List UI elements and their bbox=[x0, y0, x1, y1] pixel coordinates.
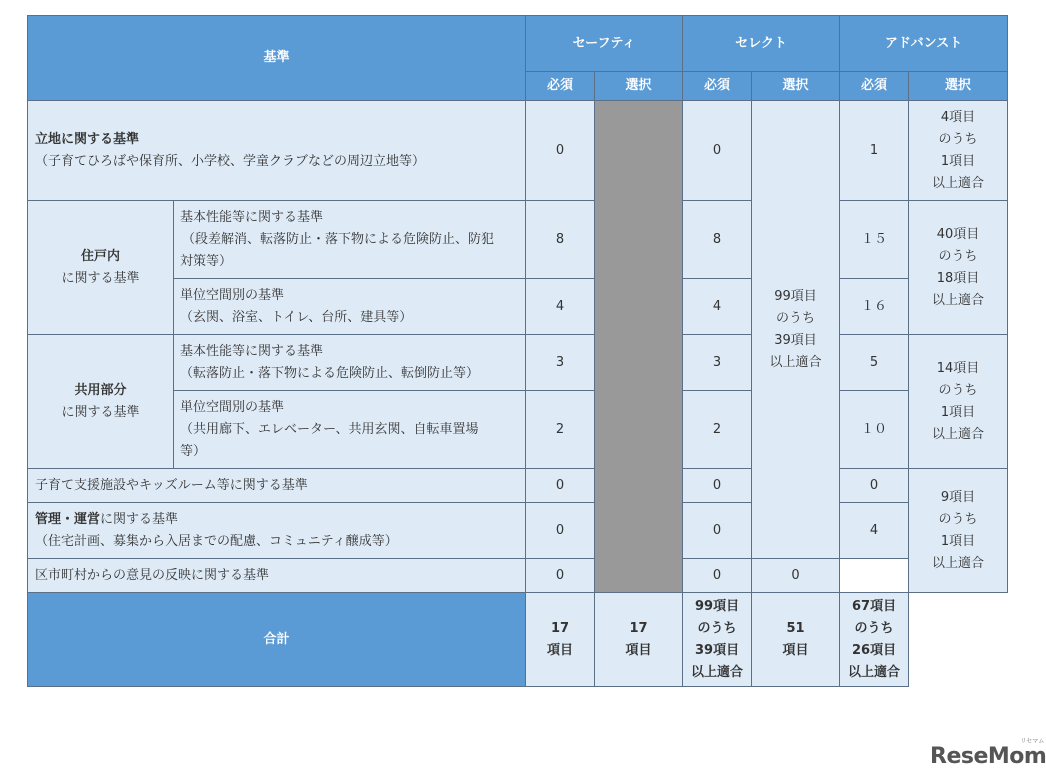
adv-opt-line: 以上適合 bbox=[932, 175, 985, 191]
municipality-advanced: 0 bbox=[752, 559, 840, 593]
management-advanced: 4 bbox=[840, 503, 909, 559]
municipality-safety: 0 bbox=[526, 559, 595, 593]
logo-text: ReseMom bbox=[930, 744, 1046, 769]
unit-space-cell bbox=[174, 279, 526, 335]
common-basic-title: 基本性能等に関する基準 bbox=[180, 343, 324, 359]
location-advanced-required: 1 bbox=[840, 101, 909, 201]
total-select-optional bbox=[683, 593, 752, 687]
unit-group-cell bbox=[28, 201, 174, 335]
unit-basic-safety: 8 bbox=[526, 201, 595, 279]
common-basic-select: 3 bbox=[683, 335, 752, 391]
total-line: 以上適合 bbox=[691, 664, 744, 680]
common-space-title: 単位空間別の基準 bbox=[180, 399, 285, 415]
adv-opt-line: 18項目 bbox=[936, 270, 980, 286]
common-space-cell bbox=[174, 391, 526, 469]
childcare-safety: 0 bbox=[526, 469, 595, 503]
header-select: セレクト bbox=[683, 16, 840, 72]
adv-opt-line: のうち bbox=[938, 131, 978, 147]
management-criteria-cell bbox=[28, 503, 526, 559]
location-title: 立地に関する基準 bbox=[35, 131, 140, 147]
adv-opt-line: のうち bbox=[938, 248, 978, 264]
location-advanced-optional bbox=[909, 101, 1008, 201]
management-title-rest: に関する基準 bbox=[100, 511, 179, 527]
total-line: のうち bbox=[697, 620, 737, 636]
adv-opt-line: 1項目 bbox=[940, 404, 976, 420]
adv-opt-line: 4項目 bbox=[940, 109, 976, 125]
total-line: 51 bbox=[786, 620, 805, 636]
total-label: 合計 bbox=[28, 593, 526, 687]
adv-opt-line: 1項目 bbox=[940, 153, 976, 169]
childcare-advanced: 0 bbox=[840, 469, 909, 503]
select-required-header: 必須 bbox=[683, 72, 752, 101]
advanced-optional-header: 選択 bbox=[909, 72, 1008, 101]
common-basic-safety: 3 bbox=[526, 335, 595, 391]
lower-advanced-optional bbox=[909, 469, 1008, 593]
safety-required-header: 必須 bbox=[526, 72, 595, 101]
unit-basic-advanced: １５ bbox=[840, 201, 909, 279]
total-line: 67項目 bbox=[851, 598, 897, 614]
municipality-criteria: 区市町村からの意見の反映に関する基準 bbox=[28, 559, 526, 593]
select-optional-cell bbox=[752, 101, 840, 559]
unit-space-title: 単位空間別の基準 bbox=[180, 287, 285, 303]
adv-opt-line: 以上適合 bbox=[932, 292, 985, 308]
management-select: 0 bbox=[683, 503, 752, 559]
select-opt-line: 以上適合 bbox=[769, 354, 822, 370]
unit-space-advanced: １６ bbox=[840, 279, 909, 335]
municipality-select: 0 bbox=[683, 559, 752, 593]
total-line: 項目 bbox=[782, 642, 809, 658]
common-group-rest: に関する基準 bbox=[61, 404, 140, 420]
advanced-required-header: 必須 bbox=[840, 72, 909, 101]
total-line: 26項目 bbox=[851, 642, 897, 658]
total-line: 17 bbox=[629, 620, 648, 636]
location-criteria-cell bbox=[28, 101, 526, 201]
unit-basic-detail: 対策等） bbox=[180, 253, 233, 269]
total-line: 39項目 bbox=[694, 642, 740, 658]
total-line: 項目 bbox=[625, 642, 652, 658]
location-safety-required: 0 bbox=[526, 101, 595, 201]
unit-basic-select: 8 bbox=[683, 201, 752, 279]
select-opt-line: 99項目 bbox=[774, 288, 817, 304]
common-basic-advanced: 5 bbox=[840, 335, 909, 391]
select-optional-header: 選択 bbox=[752, 72, 840, 101]
adv-opt-line: のうち bbox=[938, 511, 978, 527]
total-advanced-optional bbox=[840, 593, 909, 687]
logo-small-text: リセマム bbox=[1020, 738, 1045, 745]
common-space-advanced: １０ bbox=[840, 391, 909, 469]
management-title-bold: 管理・運営 bbox=[35, 511, 101, 527]
total-select-required bbox=[595, 593, 683, 687]
criteria-table bbox=[27, 15, 1008, 687]
unit-space-select: 4 bbox=[683, 279, 752, 335]
adv-opt-line: 40項目 bbox=[936, 226, 980, 242]
childcare-select: 0 bbox=[683, 469, 752, 503]
total-line: 項目 bbox=[547, 642, 574, 658]
unit-group-bold: 住戸内 bbox=[80, 248, 120, 264]
unit-space-detail: （玄関、浴室、トイレ、台所、建具等） bbox=[180, 309, 413, 325]
total-line: 99項目 bbox=[694, 598, 740, 614]
common-space-select: 2 bbox=[683, 391, 752, 469]
unit-group-rest: に関する基準 bbox=[61, 270, 140, 286]
unit-advanced-optional bbox=[909, 201, 1008, 335]
common-space-detail: （共用廊下、エレベーター、共用玄関、自転車置場 bbox=[180, 421, 479, 437]
adv-opt-line: 1項目 bbox=[940, 533, 976, 549]
common-advanced-optional bbox=[909, 335, 1008, 469]
adv-opt-line: 以上適合 bbox=[932, 555, 985, 571]
adv-opt-line: 9項目 bbox=[940, 489, 976, 505]
management-detail: （住宅計画、募集から入居までの配慮、コミュニティ醸成等） bbox=[35, 533, 398, 549]
common-basic-detail: （転落防止・落下物による危険防止、転倒防止等） bbox=[180, 365, 480, 381]
common-group-cell bbox=[28, 335, 174, 469]
adv-opt-line: のうち bbox=[938, 382, 978, 398]
childcare-criteria: 子育て支援施設やキッズルーム等に関する基準 bbox=[28, 469, 526, 503]
unit-basic-title: 基本性能等に関する基準 bbox=[180, 209, 324, 225]
unit-basic-cell bbox=[174, 201, 526, 279]
total-safety bbox=[526, 593, 595, 687]
location-detail: （子育てひろばや保育所、小学校、学童クラブなどの周辺立地等） bbox=[35, 153, 426, 169]
unit-basic-detail: （段差解消、転落防止・落下物による危険防止、防犯 bbox=[182, 231, 495, 247]
header-safety: セーフティ bbox=[526, 16, 683, 72]
common-group-bold: 共用部分 bbox=[74, 382, 127, 398]
total-line: 17 bbox=[550, 620, 570, 636]
location-select-required: 0 bbox=[683, 101, 752, 201]
header-advanced: アドバンスト bbox=[840, 16, 1008, 72]
total-line: 以上適合 bbox=[848, 664, 901, 680]
common-space-safety: 2 bbox=[526, 391, 595, 469]
total-advanced-required bbox=[752, 593, 840, 687]
adv-opt-line: 14項目 bbox=[936, 360, 980, 376]
resemom-logo bbox=[930, 738, 1046, 769]
unit-space-safety: 4 bbox=[526, 279, 595, 335]
safety-optional-gray bbox=[595, 101, 683, 593]
management-safety: 0 bbox=[526, 503, 595, 559]
common-basic-cell bbox=[174, 335, 526, 391]
header-criteria: 基準 bbox=[28, 16, 526, 101]
select-opt-line: 39項目 bbox=[774, 332, 817, 348]
safety-optional-header: 選択 bbox=[595, 72, 683, 101]
adv-opt-line: 以上適合 bbox=[932, 426, 985, 442]
total-line: のうち bbox=[854, 620, 894, 636]
select-opt-line: のうち bbox=[776, 310, 816, 326]
common-space-detail: 等） bbox=[180, 443, 207, 459]
